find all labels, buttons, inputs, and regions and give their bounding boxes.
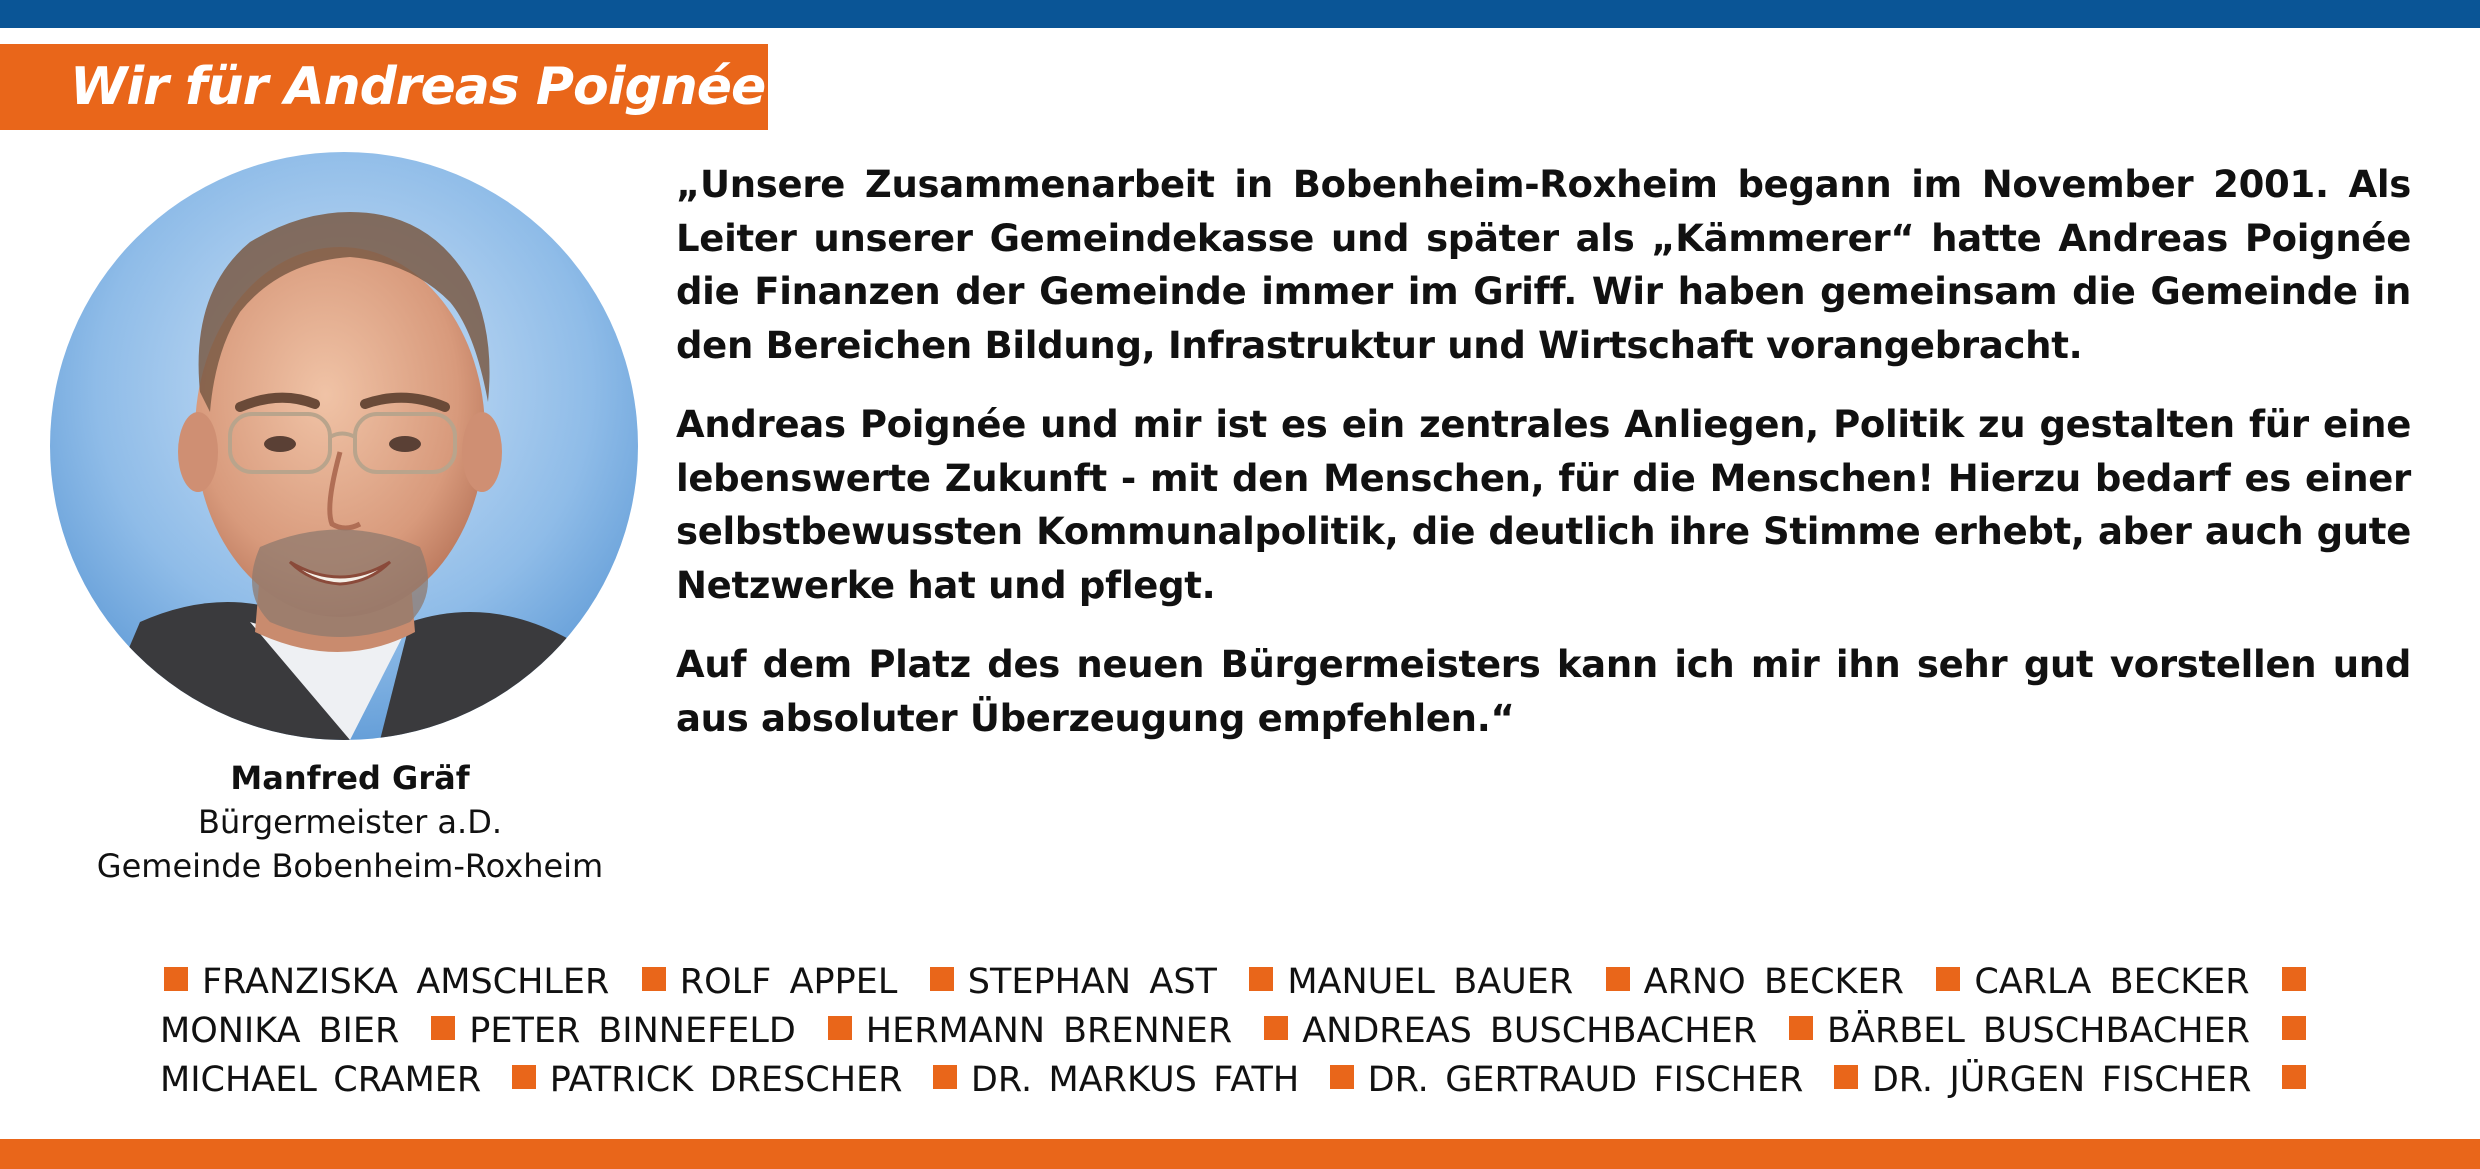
supporter-name: PETER BINNEFELD	[469, 1011, 796, 1051]
testimonial-quote	[676, 158, 2411, 771]
bullet-square-icon	[2282, 1016, 2306, 1040]
quote-paragraph: „Unsere Zusammenarbeit in Bobenheim-Roxheim begann im November 2001. Als Leiter unserer Gemeindekasse und später als „Kämmerer“ hatte Andreas Poignée die Finanzen der Gemeinde immer im Griff. Wir haben gemeinsam die Gemeinde in den Bereichen Bildung, Infrastruktur und Wirtschaft vorangebracht.	[676, 163, 2411, 367]
quote-paragraph: Auf dem Platz des neuen Bürgermeisters kann ich mir ihn sehr gut vorstellen und aus absoluter Überzeugung empfehlen.“	[676, 643, 2411, 740]
bullet-square-icon	[1330, 1065, 1354, 1089]
bullet-square-icon	[930, 967, 954, 991]
supporters-row	[160, 1007, 2320, 1056]
supporter-name: MICHAEL CRAMER	[160, 1060, 482, 1100]
bottom-accent-bar	[0, 1139, 2480, 1169]
supporter-name: HERMANN BRENNER	[865, 1011, 1233, 1051]
supporter-name: DR. JÜRGEN FISCHER	[1871, 1060, 2252, 1100]
portrait-photo	[50, 152, 638, 740]
bullet-square-icon	[1936, 967, 1960, 991]
bullet-square-icon	[1249, 967, 1273, 991]
supporter-name: DR. GERTRAUD FISCHER	[1367, 1060, 1804, 1100]
bullet-square-icon	[431, 1016, 455, 1040]
portrait-caption	[50, 756, 650, 888]
supporter-name: FRANZISKA AMSCHLER	[202, 962, 610, 1002]
person-role: Bürgermeister a.D.	[198, 803, 502, 841]
bullet-square-icon	[1264, 1016, 1288, 1040]
bullet-square-icon	[164, 967, 188, 991]
supporter-name: STEPHAN AST	[967, 962, 1217, 1002]
supporter-name: ANDREAS BUSCHBACHER	[1302, 1011, 1758, 1051]
top-accent-bar	[0, 0, 2480, 28]
supporters-list	[160, 958, 2320, 1105]
supporter-name: MANUEL BAUER	[1287, 962, 1574, 1002]
supporter-name: BÄRBEL BUSCHBACHER	[1827, 1011, 2251, 1051]
person-name: Manfred Gräf	[230, 759, 470, 797]
bullet-square-icon	[2282, 967, 2306, 991]
supporters-row	[160, 958, 2320, 1007]
bullet-square-icon	[828, 1016, 852, 1040]
page-title: Wir für Andreas Poignée	[0, 44, 768, 130]
bullet-square-icon	[1834, 1065, 1858, 1089]
bullet-square-icon	[512, 1065, 536, 1089]
person-organization: Gemeinde Bobenheim-Roxheim	[96, 847, 604, 885]
supporter-name: PATRICK DRESCHER	[549, 1060, 903, 1100]
bullet-square-icon	[1606, 967, 1630, 991]
supporter-name: DR. MARKUS FATH	[970, 1060, 1300, 1100]
supporter-name: MONIKA BIER	[160, 1011, 400, 1051]
bullet-square-icon	[2282, 1065, 2306, 1089]
bullet-square-icon	[933, 1065, 957, 1089]
supporters-row	[160, 1056, 2320, 1105]
bullet-square-icon	[1789, 1016, 1813, 1040]
quote-paragraph: Andreas Poignée und mir ist es ein zentrales Anliegen, Politik zu gestalten für eine lebenswerte Zukunft - mit den Menschen, für die Menschen! Hierzu bedarf es einer selbstbewussten Kommunalpolitik, die deutlich ihre Stimme erhebt, aber auch gute Netzwerke hat und pflegt.	[676, 403, 2411, 607]
supporter-name: ROLF APPEL	[679, 962, 898, 1002]
supporter-name: CARLA BECKER	[1974, 962, 2250, 1002]
supporter-name: ARNO BECKER	[1643, 962, 1904, 1002]
bullet-square-icon	[642, 967, 666, 991]
